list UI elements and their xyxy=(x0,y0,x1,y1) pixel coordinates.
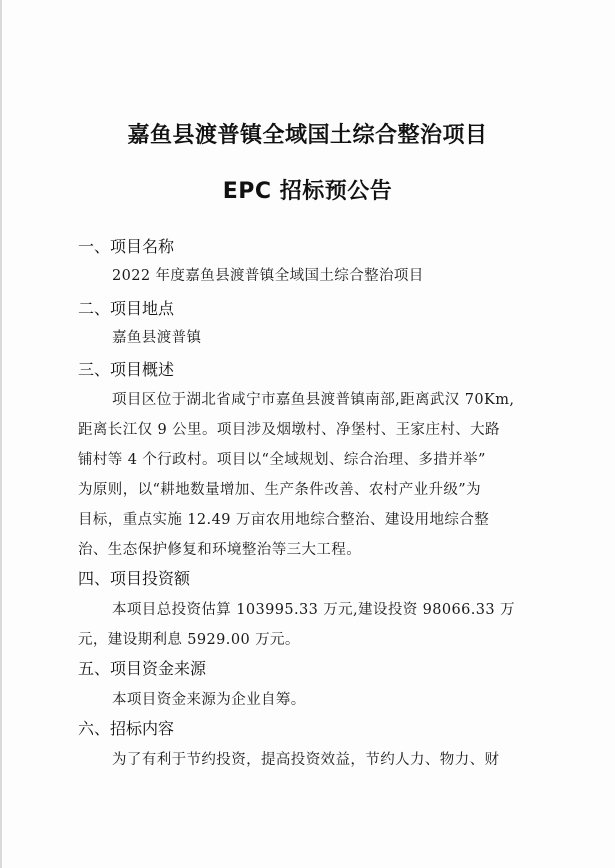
section-text: 为了有利于节约投资，提高投资效益，节约人力、物力、财 xyxy=(112,752,500,768)
section-text: 本项目资金来源为企业自筹。 xyxy=(112,692,306,708)
section-heading-investment: 四、项目投资额 xyxy=(78,569,191,588)
document-title: 嘉鱼县渡普镇全域国土综合整治项目 xyxy=(127,123,488,148)
section-text: 为原则，以“耕地数量增加、生产条件改善、农村产业升级”为 xyxy=(78,482,482,498)
section-heading-project-name: 一、项目名称 xyxy=(78,237,175,256)
section-text: 目标，重点实施 12.49 万亩农用地综合整治、建设用地综合整 xyxy=(78,512,490,528)
section-text: 元，建设期利息 5929.00 万元。 xyxy=(78,632,300,648)
document-subtitle: EPC 招标预公告 xyxy=(222,179,393,204)
section-text: 项目区位于湖北省咸宁市嘉鱼县渡普镇南部,距离武汉 70Km, xyxy=(112,392,515,408)
section-text: 铺村等 4 个行政村。项目以“全域规划、综合治理、多措并举” xyxy=(78,452,486,468)
section-heading-project-location: 二、项目地点 xyxy=(78,299,175,318)
section-text: 距离长江仅 9 公里。项目涉及烟墩村、净堡村、王家庄村、大路 xyxy=(78,422,500,438)
section-text: 2022 年度嘉鱼县渡普镇全域国土综合整治项目 xyxy=(112,268,424,284)
section-heading-tender-content: 六、招标内容 xyxy=(78,719,175,738)
section-text: 治、生态保护修复和环境整治等三大工程。 xyxy=(78,542,362,558)
section-heading-project-overview: 三、项目概述 xyxy=(78,360,175,379)
section-heading-funding-source: 五、项目资金来源 xyxy=(78,659,207,678)
section-text: 嘉鱼县渡普镇 xyxy=(112,330,202,346)
section-text: 本项目总投资估算 103995.33 万元,建设投资 98066.33 万 xyxy=(112,602,515,618)
